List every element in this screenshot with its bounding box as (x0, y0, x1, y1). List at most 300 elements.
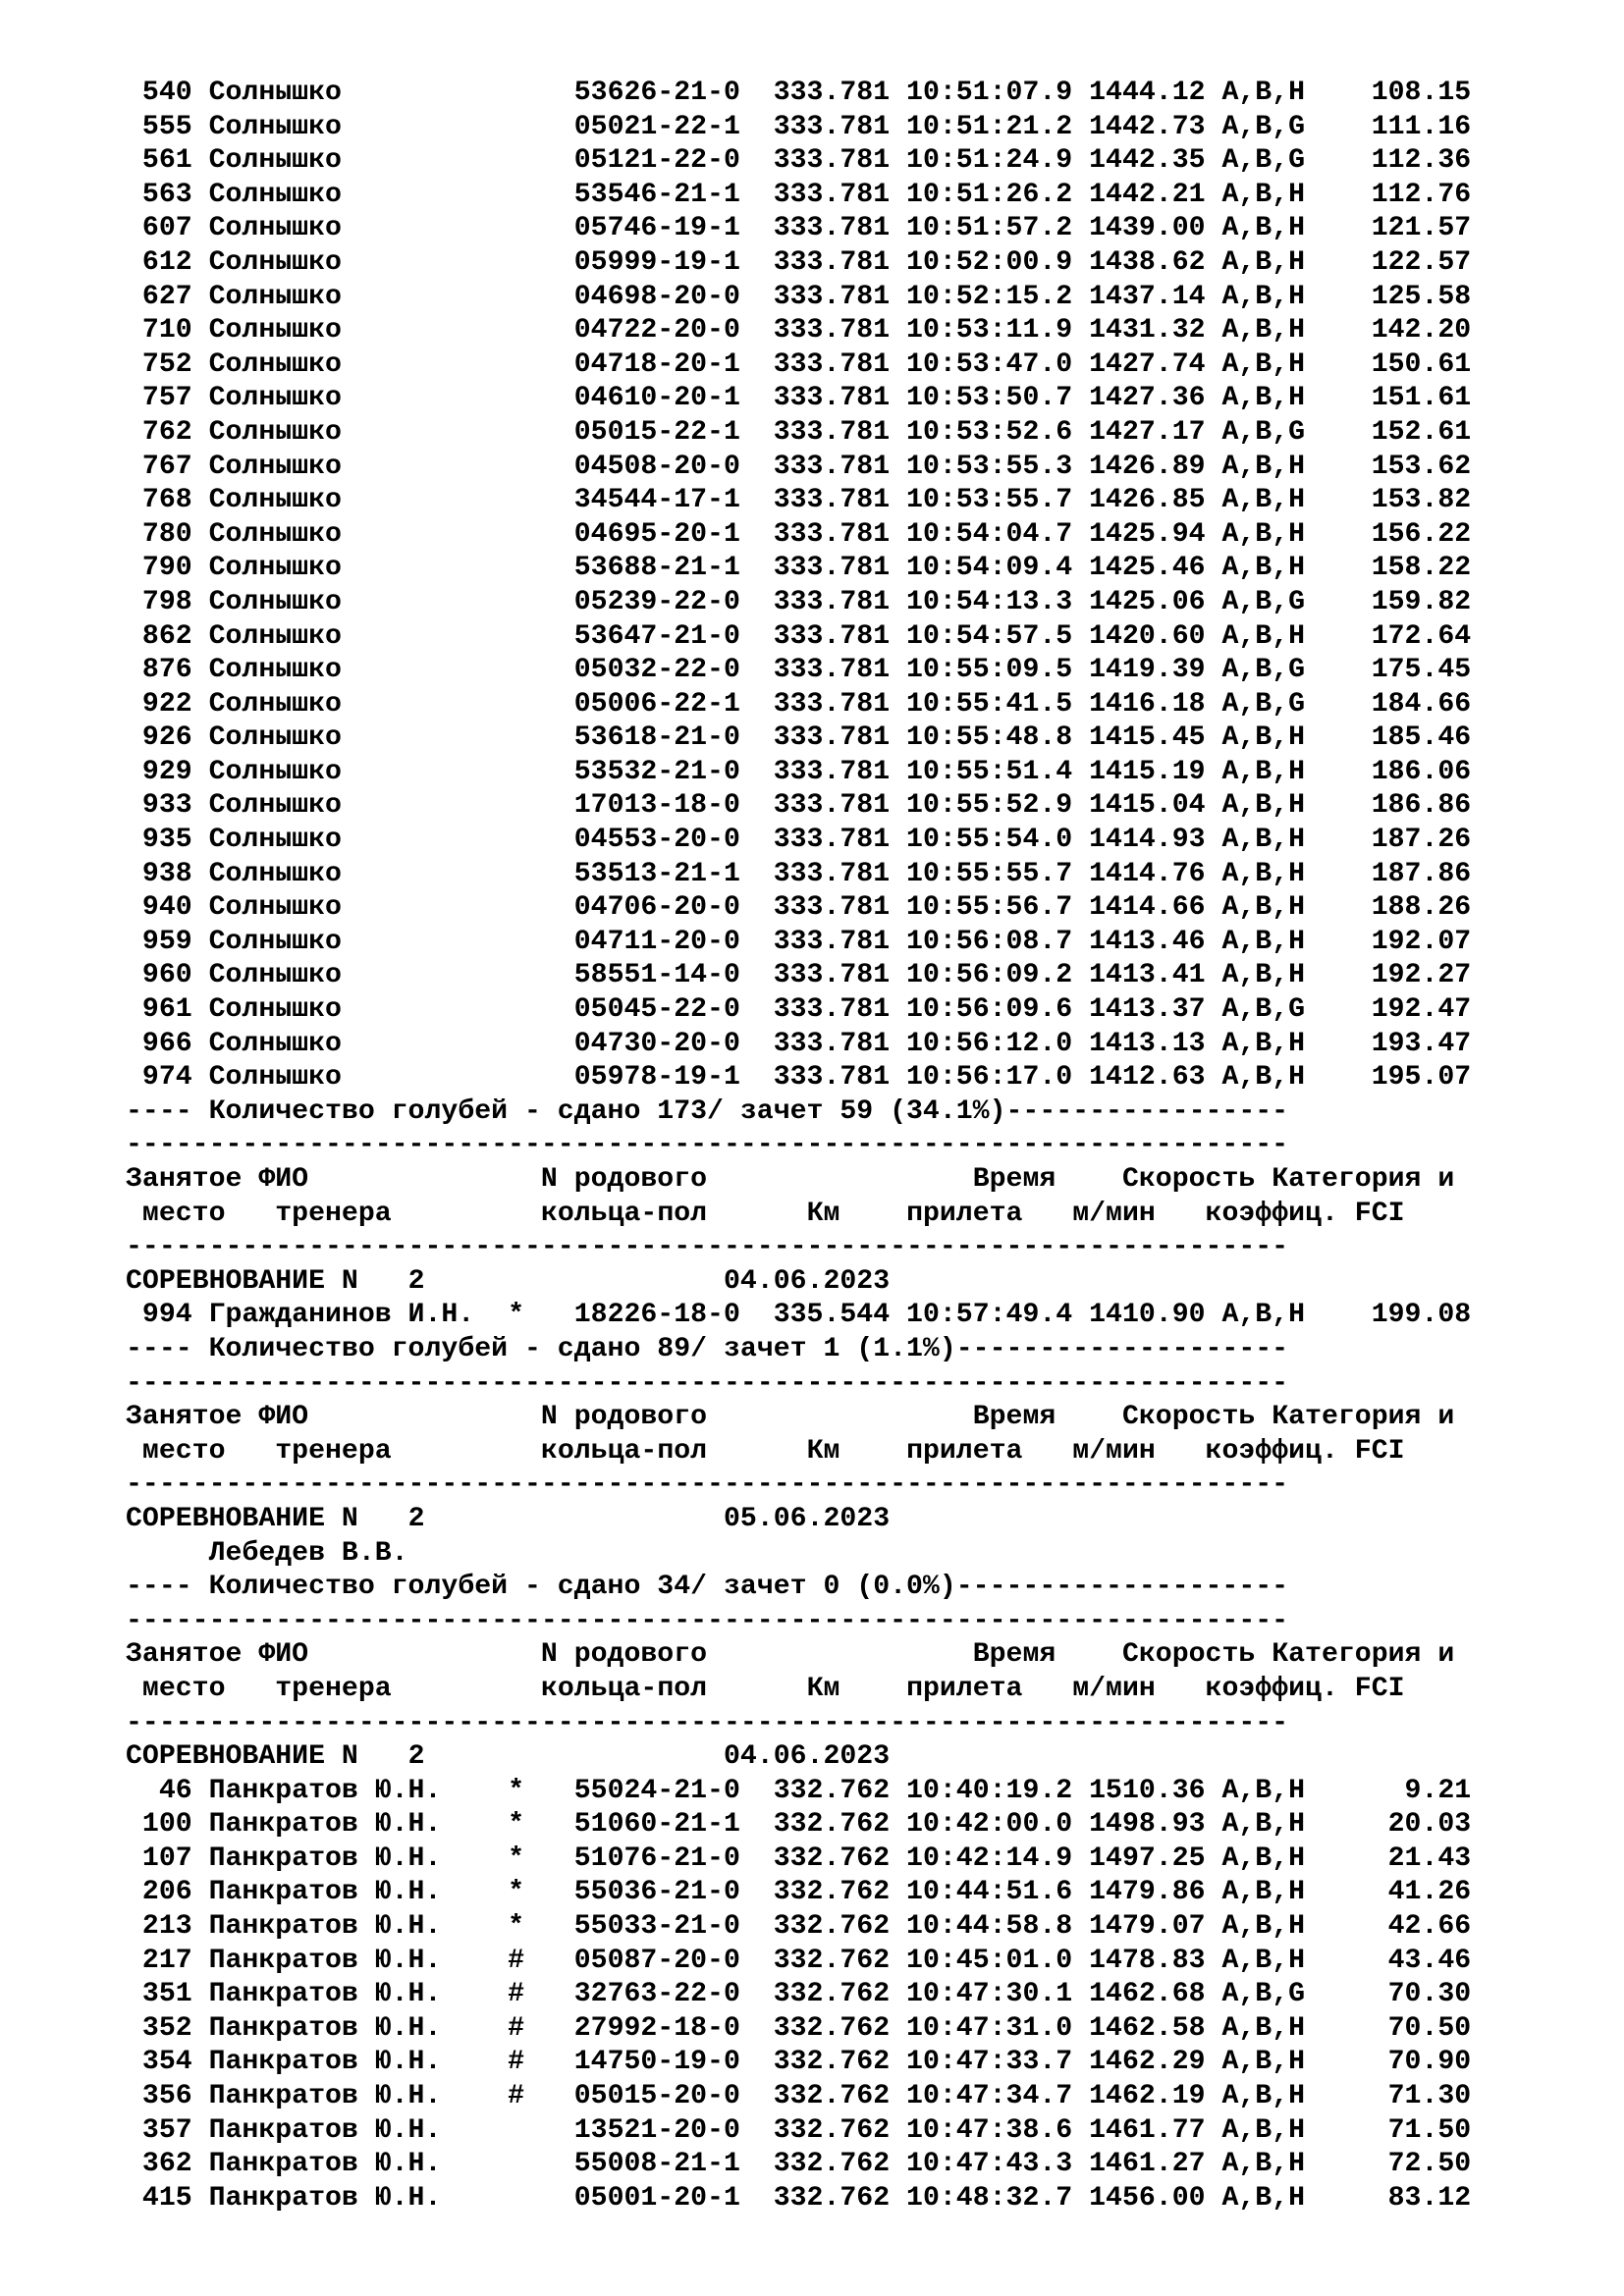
table-row (126, 1945, 1471, 1979)
cell-km: 333.781 (773, 1028, 907, 1059)
cell-ring: 04718-20-1 (573, 348, 774, 380)
cell-time: 10:48:32.7 (906, 2182, 1090, 2214)
cell-ring: 04508-20-0 (573, 451, 774, 482)
cell-time: 10:40:19.2 (906, 1775, 1090, 1806)
cell-mark (508, 349, 574, 380)
cell-speed: 1427.36 (1089, 383, 1222, 414)
cell-place: 790 (126, 553, 209, 584)
cell-place: 362 (126, 2149, 209, 2180)
cell-coef: 185.46 (1305, 722, 1472, 754)
table-row (126, 348, 1471, 383)
cell-ring: 51060-21-1 (573, 1809, 774, 1841)
cell-mark (508, 519, 574, 550)
cell-cat: A,B,H (1221, 246, 1306, 278)
cell-mark (508, 2149, 574, 2179)
cell-ring: 51076-21-0 (573, 1842, 774, 1874)
column-header-2 (126, 1198, 1471, 1232)
table-row (126, 111, 1471, 145)
cell-speed: 1415.04 (1089, 790, 1222, 822)
cell-name: Солнышко (208, 825, 509, 856)
cell-name: Гражданинов И.Н. (208, 1300, 509, 1331)
table-row (126, 77, 1471, 111)
cell-cat: A,B,G (1221, 145, 1306, 177)
summary-line: ---- Количество голубей - сдано 89/ зачет 1 (1.1%)-------------------- (126, 1333, 1289, 1364)
cell-km: 332.762 (773, 1809, 907, 1841)
cell-km: 333.781 (773, 416, 907, 448)
cell-speed: 1413.41 (1089, 960, 1222, 991)
table-row (126, 1876, 1471, 1910)
summary-line: ---- Количество голубей - сдано 34/ зачет 0 (0.0%)-------------------- (126, 1572, 1289, 1603)
cell-ring: 05006-22-1 (573, 688, 774, 720)
cell-2: кольца-пол (540, 1198, 807, 1229)
cell-ring: 58551-14-0 (573, 960, 774, 991)
cell-mark (508, 790, 574, 821)
cell-comp_label: СОРЕВНОВАНИЕ N (126, 1503, 375, 1534)
cell-time: 10:55:51.4 (906, 756, 1090, 787)
cell-speed: 1427.74 (1089, 348, 1222, 380)
cell-place: 960 (126, 960, 209, 991)
cell-speed: 1439.00 (1089, 213, 1222, 244)
table-row (126, 1978, 1471, 2012)
cell-km: 333.781 (773, 553, 907, 584)
cell-speed: 1414.76 (1089, 858, 1222, 889)
cell-time: 10:53:47.0 (906, 348, 1090, 380)
cell-2: кольца-пол (540, 1435, 807, 1467)
cell-place: 213 (126, 1911, 209, 1943)
cell-cat: A,B,H (1221, 348, 1306, 380)
cell-mark (508, 927, 574, 957)
cell-place: 46 (126, 1775, 209, 1806)
cell-date: 04.06.2023 (723, 1265, 891, 1297)
cell-speed: 1415.19 (1089, 756, 1222, 787)
table-row (126, 451, 1471, 485)
cell-coef: 72.50 (1305, 2149, 1472, 2180)
cell-mark (508, 655, 574, 685)
cell-speed: 1410.90 (1089, 1300, 1222, 1331)
cell-place: 768 (126, 485, 209, 516)
cell-name: Солнышко (208, 145, 509, 177)
cell-ring: 27992-18-0 (573, 2012, 774, 2044)
cell-place: 217 (126, 1945, 209, 1976)
cell-5: м/мин (1072, 1435, 1206, 1467)
cell-coef: 187.86 (1305, 858, 1472, 889)
cell-place: 767 (126, 451, 209, 482)
cell-cat: A,B,H (1221, 620, 1306, 652)
cell-coef: 150.61 (1305, 348, 1472, 380)
cell-coef: 187.26 (1305, 825, 1472, 856)
cell-time: 10:56:17.0 (906, 1062, 1090, 1094)
cell-name: Солнышко (208, 722, 509, 754)
cell-place: 607 (126, 213, 209, 244)
cell-1: ФИО (258, 1402, 541, 1433)
cell-ring: 18226-18-0 (573, 1300, 774, 1331)
table-row (126, 721, 1471, 756)
cell-time: 10:47:30.1 (906, 1979, 1090, 2010)
cell-km: 332.762 (773, 2182, 907, 2214)
cell-coef: 70.90 (1305, 2047, 1472, 2078)
table-row (126, 2114, 1471, 2149)
cell-coef: 153.82 (1305, 485, 1472, 516)
cell-speed: 1442.35 (1089, 145, 1222, 177)
cell-km: 332.762 (773, 2081, 907, 2112)
cell-mark (508, 587, 574, 617)
cell-place: 352 (126, 2012, 209, 2044)
cell-km: 333.781 (773, 451, 907, 482)
cell-coef: 9.21 (1305, 1775, 1472, 1806)
cell-name: Солнышко (208, 213, 509, 244)
cell-place: 935 (126, 825, 209, 856)
cell-6: коэффиц. (1205, 1198, 1355, 1229)
cell-time: 10:55:55.7 (906, 858, 1090, 889)
table-row (126, 1299, 1471, 1333)
cell-time: 10:54:04.7 (906, 518, 1090, 550)
cell-time: 10:53:50.7 (906, 383, 1090, 414)
cell-mark (508, 383, 574, 413)
cell-place: 798 (126, 586, 209, 617)
cell-ring: 55036-21-0 (573, 1877, 774, 1908)
cell-time: 10:51:26.2 (906, 179, 1090, 210)
cell-ring: 04698-20-0 (573, 281, 774, 312)
cell-mark (508, 2115, 574, 2146)
cell-time: 10:53:11.9 (906, 315, 1090, 347)
cell-cat: A,B,H (1221, 892, 1306, 924)
cell-coef: 195.07 (1305, 1062, 1472, 1094)
cell-3: Время (806, 1639, 1056, 1671)
cell-place: 762 (126, 416, 209, 448)
cell-2: N родового (540, 1164, 807, 1195)
cell-speed: 1413.37 (1089, 994, 1222, 1026)
cell-km: 333.781 (773, 926, 907, 957)
cell-time: 10:53:52.6 (906, 416, 1090, 448)
cell-coef: 71.50 (1305, 2114, 1472, 2146)
cell-1: ФИО (258, 1639, 541, 1671)
cell-place: 357 (126, 2114, 209, 2146)
table-row (126, 1061, 1471, 1095)
cell-speed: 1462.19 (1089, 2081, 1222, 2112)
cell-place: 555 (126, 111, 209, 142)
cell-ring: 05999-19-1 (573, 246, 774, 278)
cell-name: Солнышко (208, 960, 509, 991)
cell-name: Солнышко (208, 348, 509, 380)
cell-place: 100 (126, 1809, 209, 1841)
cell-mark (508, 722, 574, 753)
cell-km: 332.762 (773, 1945, 907, 1976)
table-row (126, 2080, 1471, 2114)
cell-name: Панкратов Ю.Н. (208, 2149, 509, 2180)
cell-mark: * (508, 1300, 574, 1331)
cell-ring: 04553-20-0 (573, 825, 774, 856)
cell-mark (508, 859, 574, 889)
cell-speed: 1462.29 (1089, 2047, 1222, 2078)
cell-place: 940 (126, 892, 209, 924)
cell-km: 333.781 (773, 111, 907, 142)
cell-1: ФИО (258, 1164, 541, 1195)
cell-cat: A,B,H (1221, 2081, 1306, 2112)
cell-name: Солнышко (208, 179, 509, 210)
table-row (126, 789, 1471, 824)
cell-mark (508, 145, 574, 176)
cell-km: 333.781 (773, 994, 907, 1026)
cell-coef: 41.26 (1305, 1877, 1472, 1908)
cell-time: 10:55:41.5 (906, 688, 1090, 720)
cell-time: 10:55:48.8 (906, 722, 1090, 754)
cell-speed: 1442.21 (1089, 179, 1222, 210)
cell-cat: A,B,H (1221, 825, 1306, 856)
cell-place: 876 (126, 655, 209, 686)
cell-name: Панкратов Ю.Н. (208, 2047, 509, 2078)
cell-place: 752 (126, 348, 209, 380)
cell-cat: A,B,G (1221, 111, 1306, 142)
table-row (126, 281, 1471, 315)
cell-time: 10:53:55.3 (906, 451, 1090, 482)
cell-comp_label: СОРЕВНОВАНИЕ N (126, 1265, 375, 1297)
cell-place: 710 (126, 315, 209, 347)
cell-0: место (126, 1435, 276, 1467)
cell-coef: 151.61 (1305, 383, 1472, 414)
cell-km: 333.781 (773, 620, 907, 652)
cell-place: 938 (126, 858, 209, 889)
cell-name: Солнышко (208, 451, 509, 482)
cell-km: 333.781 (773, 281, 907, 312)
cell-km: 332.762 (773, 1911, 907, 1943)
cell-cat: A,B,G (1221, 688, 1306, 720)
cell-name: Солнышко (208, 485, 509, 516)
cell-4: прилета (906, 1435, 1073, 1467)
cell-ring: 55024-21-0 (573, 1775, 774, 1806)
cell-mark: * (508, 1842, 574, 1874)
cell-ring: 05121-22-0 (573, 145, 774, 177)
cell-place: 415 (126, 2182, 209, 2214)
cell-place: 994 (126, 1300, 209, 1331)
cell-7: FCI (1354, 1673, 1405, 1704)
cell-speed: 1461.77 (1089, 2114, 1222, 2146)
cell-6: коэффиц. (1205, 1673, 1355, 1704)
cell-time: 10:54:09.4 (906, 553, 1090, 584)
separator-line: ---------------------------------------------------------------------- (126, 1469, 1289, 1501)
cell-4: прилета (906, 1198, 1073, 1229)
cell-cat: A,B,H (1221, 722, 1306, 754)
column-header-1 (126, 1638, 1471, 1673)
cell-coef: 121.57 (1305, 213, 1472, 244)
cell-coef: 184.66 (1305, 688, 1472, 720)
cell-km: 333.781 (773, 655, 907, 686)
cell-cat: A,B,H (1221, 756, 1306, 787)
cell-km: 332.762 (773, 1877, 907, 1908)
cell-ring: 04722-20-0 (573, 315, 774, 347)
cell-speed: 1462.68 (1089, 1979, 1222, 2010)
cell-mark (508, 1029, 574, 1059)
cell-coef: 21.43 (1305, 1842, 1472, 1874)
cell-1: тренера (275, 1198, 541, 1229)
cell-name: Солнышко (208, 994, 509, 1026)
cell-mark: # (508, 2047, 574, 2078)
cell-place: 757 (126, 383, 209, 414)
cell-time: 10:53:55.7 (906, 485, 1090, 516)
cell-name: Солнышко (208, 586, 509, 617)
cell-time: 10:54:57.5 (906, 620, 1090, 652)
cell-speed: 1461.27 (1089, 2149, 1222, 2180)
table-row (126, 1775, 1471, 1809)
cell-km: 333.781 (773, 518, 907, 550)
cell-mark: * (508, 1775, 574, 1806)
cell-place: 929 (126, 756, 209, 787)
table-row (126, 382, 1471, 416)
cell-speed: 1479.86 (1089, 1877, 1222, 1908)
cell-time: 10:57:49.4 (906, 1300, 1090, 1331)
cell-cat: A,B,G (1221, 655, 1306, 686)
cell-name: Солнышко (208, 383, 509, 414)
table-row (126, 179, 1471, 213)
cell-time: 10:55:56.7 (906, 892, 1090, 924)
table-row (126, 891, 1471, 926)
cell-mark: # (508, 2081, 574, 2112)
cell-cat: A,B,H (1221, 1300, 1306, 1331)
cell-comp_no: 2 (374, 1741, 425, 1773)
results-report (126, 77, 1471, 2216)
cell-name: Солнышко (208, 926, 509, 957)
cell-mark (508, 621, 574, 652)
cell-ring: 05045-22-0 (573, 994, 774, 1026)
cell-speed: 1415.45 (1089, 722, 1222, 754)
cell-time: 10:47:38.6 (906, 2114, 1090, 2146)
cell-km: 333.781 (773, 960, 907, 991)
cell-place: 926 (126, 722, 209, 754)
cell-name: Солнышко (208, 315, 509, 347)
cell-comp_label: СОРЕВНОВАНИЕ N (126, 1741, 375, 1773)
cell-mark (508, 1062, 574, 1093)
trainer-name (126, 1537, 1471, 1572)
cell-mark (508, 960, 574, 990)
cell-km: 333.781 (773, 179, 907, 210)
separator-line: ---------------------------------------------------------------------- (126, 1130, 1289, 1161)
cell-time: 10:55:54.0 (906, 825, 1090, 856)
cell-ring: 14750-19-0 (573, 2047, 774, 2078)
cell-3: Км (806, 1673, 907, 1704)
cell-cat: A,B,H (1221, 2182, 1306, 2214)
cell-4: Скорость (1121, 1402, 1272, 1433)
cell-comp_no: 2 (374, 1265, 425, 1297)
cell-2: N родового (540, 1402, 807, 1433)
cell-mark (508, 757, 574, 787)
cell-place: 356 (126, 2081, 209, 2112)
cell-speed: 1420.60 (1089, 620, 1222, 652)
table-row (126, 926, 1471, 960)
table-row (126, 654, 1471, 688)
cell-coef: 186.86 (1305, 790, 1472, 822)
cell-1: тренера (275, 1435, 541, 1467)
cell-place: 780 (126, 518, 209, 550)
cell-coef: 71.30 (1305, 2081, 1472, 2112)
separator-line: ---------------------------------------------------------------------- (126, 1605, 1289, 1636)
cell-cat: A,B,H (1221, 926, 1306, 957)
table-row (126, 246, 1471, 281)
column-header-2 (126, 1673, 1471, 1707)
cell-ring: 53532-21-0 (573, 756, 774, 787)
table-row (126, 1028, 1471, 1062)
cell-ring: 05015-20-0 (573, 2081, 774, 2112)
cell-km: 332.762 (773, 2012, 907, 2044)
cell-mark (508, 2183, 574, 2214)
cell-speed: 1510.36 (1089, 1775, 1222, 1806)
cell-coef: 193.47 (1305, 1028, 1472, 1059)
cell-speed: 1416.18 (1089, 688, 1222, 720)
cell-trainer: Лебедев В.В. (208, 1537, 408, 1569)
cell-ring: 04711-20-0 (573, 926, 774, 957)
cell-0: Занятое (126, 1402, 259, 1433)
table-row (126, 552, 1471, 586)
cell-coef: 153.62 (1305, 451, 1472, 482)
cell-speed: 1431.32 (1089, 315, 1222, 347)
cell-cat: A,B,H (1221, 179, 1306, 210)
cell-name: Панкратов Ю.Н. (208, 2012, 509, 2044)
cell-ring: 55008-21-1 (573, 2149, 774, 2180)
cell-mark (508, 315, 574, 346)
cell-place: 959 (126, 926, 209, 957)
cell-coef: 156.22 (1305, 518, 1472, 550)
cell-coef: 70.50 (1305, 2012, 1472, 2044)
cell-ring: 04610-20-1 (573, 383, 774, 414)
cell-coef: 83.12 (1305, 2182, 1472, 2214)
column-header-2 (126, 1435, 1471, 1469)
table-row (126, 2148, 1471, 2182)
cell-mark: # (508, 1945, 574, 1976)
cell-ring: 53626-21-0 (573, 78, 774, 108)
table-row (126, 144, 1471, 179)
cell-cat: A,B,H (1221, 1028, 1306, 1059)
table-row (126, 756, 1471, 790)
cell-mark (508, 282, 574, 312)
cell-speed: 1444.12 (1089, 78, 1222, 108)
cell-cat: A,B,H (1221, 2047, 1306, 2078)
cell-name: Солнышко (208, 416, 509, 448)
cell-name: Солнышко (208, 858, 509, 889)
cell-coef: 192.47 (1305, 994, 1472, 1026)
cell-cat: A,B,H (1221, 1945, 1306, 1976)
cell-ring: 53688-21-1 (573, 553, 774, 584)
cell-time: 10:42:14.9 (906, 1842, 1090, 1874)
cell-ring: 04695-20-1 (573, 518, 774, 550)
cell-mark: # (508, 2012, 574, 2044)
competition-heading (126, 1740, 1471, 1775)
cell-cat: A,B,H (1221, 281, 1306, 312)
cell-coef: 192.27 (1305, 960, 1472, 991)
cell-summary: Количество голубей - сдано 173/ зачет 59 (34.1%) (208, 1095, 1006, 1127)
cell-name: Панкратов Ю.Н. (208, 1842, 509, 1874)
cell-place: 612 (126, 246, 209, 278)
cell-time: 10:56:09.6 (906, 994, 1090, 1026)
cell-place: 966 (126, 1028, 209, 1059)
cell-km: 333.781 (773, 315, 907, 347)
cell-0: место (126, 1198, 276, 1229)
cell-km: 333.781 (773, 1062, 907, 1094)
cell-ring: 34544-17-1 (573, 485, 774, 516)
cell-coef: 199.08 (1305, 1300, 1472, 1331)
cell-ring: 05015-22-1 (573, 416, 774, 448)
cell-cat: A,B,H (1221, 1062, 1306, 1094)
table-row (126, 2182, 1471, 2216)
cell-coef: 108.15 (1305, 78, 1472, 108)
cell-coef: 175.45 (1305, 655, 1472, 686)
cell-place: 862 (126, 620, 209, 652)
cell-cat: A,B,H (1221, 2114, 1306, 2146)
cell-5: Категория и (1272, 1639, 1455, 1671)
cell-speed: 1462.58 (1089, 2012, 1222, 2044)
cell-km: 333.781 (773, 790, 907, 822)
cell-time: 10:56:09.2 (906, 960, 1090, 991)
cell-cat: A,B,H (1221, 2012, 1306, 2044)
cell-km: 333.781 (773, 858, 907, 889)
cell-name: Панкратов Ю.Н. (208, 2182, 509, 2214)
